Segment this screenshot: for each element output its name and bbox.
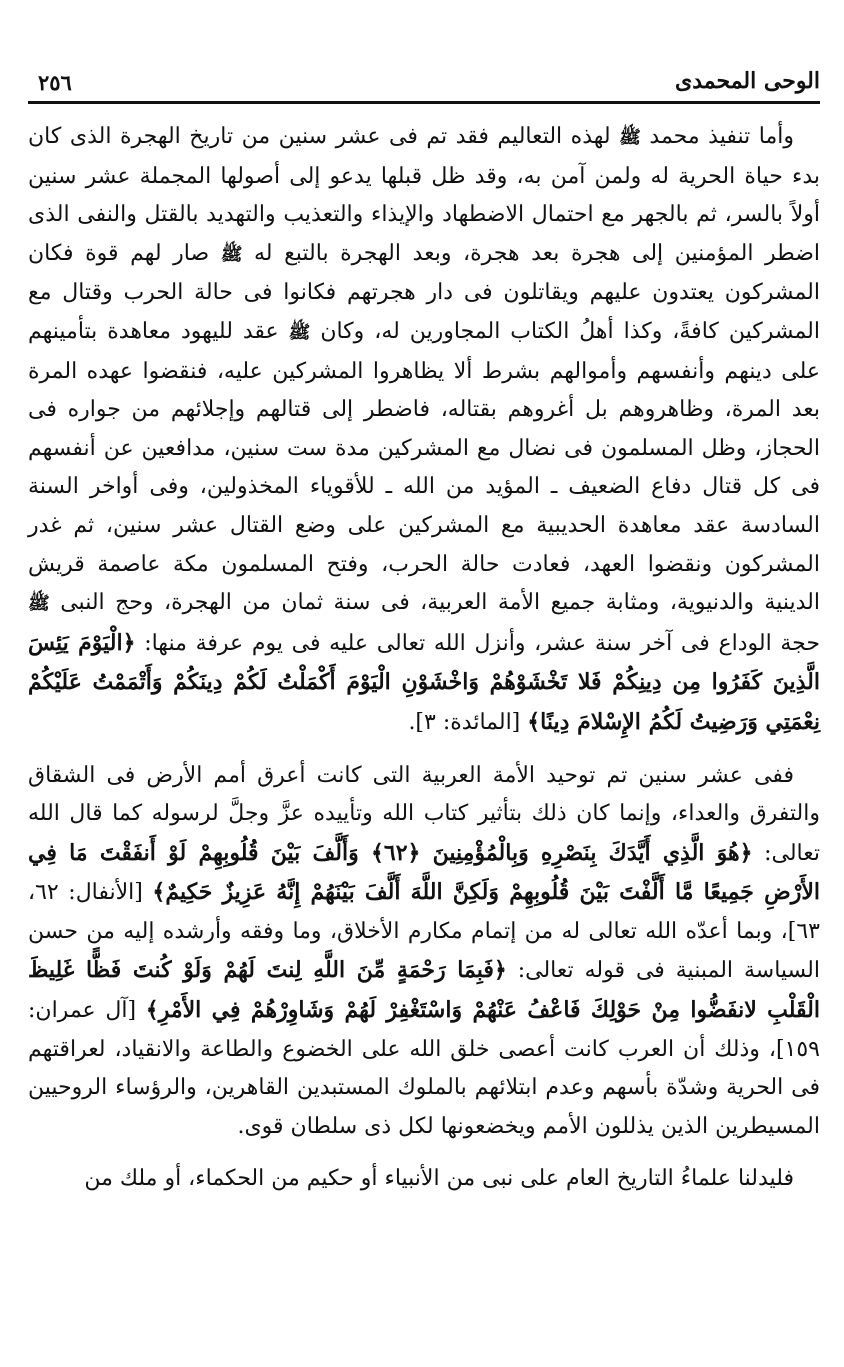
text-run: [المائدة: ٣]. (408, 709, 528, 735)
text-run: فليدلنا علماءُ التاريخ العام على نبى من الأنبياء أو حكيم من الحكماء، أو ملك من (84, 1166, 794, 1192)
text-run: عقد لليهود معاهدة بتأمينهم على دينهم وأنفسهم وأموالهم بشرط ألا يظاهروا المشركين عليه، فنقضوا عهده المرة بعد المرة، وظاهروهم بل أغروهم بقتاله، فاضطر إلى قتالهم وإجلائهم من جواره فى الحجاز، وظل المسلمون فى نضال مع المشركين مدة ست سنين، مدافعين عن أنفسهم فى كل قتال دفاع الضعيف ـ المؤيد من الله ـ للأقوياء المخذولين، وفى أواخر السنة السادسة عقد معاهدة الحديبية مع المشركين على وضع القتال عشر سنين، ثم غدر المشركون ونقضوا العهد، فعادت حالة الحرب، وفتح المسلمون مكة عاصمة قريش الدينية والدنيوية، ومثابة جميع الأمة العربية، فى سنة ثمان من الهجرة، وحج النبى (28, 318, 820, 616)
paragraph-1 (28, 118, 820, 743)
page-header (28, 58, 820, 104)
body-text (28, 118, 820, 1199)
running-title: الوحى المحمدى (675, 68, 820, 94)
paragraph-3 (28, 1160, 820, 1199)
text-run: صار لهم قوة فكان المشركون يعتدون عليهم ويقاتلون فى دار هجرتهم فكانوا فى حالة الحرب وقتال مع المشركين كافةً، وكذا أهلُ الكتاب المجاورين له، وكان (28, 240, 820, 344)
quran-verse: ﴿الْيَوْمَ يَئِسَ الَّذِينَ كَفَرُوا مِن دِينِكُمْ فَلا تَخْشَوْهُمْ وَاخْشَوْنِ الْيَوْمَ أَكْمَلْتُ لَكُمْ دِينَكُمْ وَأَتْمَمْتُ عَلَيْكُمْ نِعْمَتِي وَرَضِيتُ لَكُمُ الإِسْلامَ دِينًا﴾ (28, 629, 820, 735)
text-run: [آل عمران: ١٥٩]، وذلك أن العرب كانت أعصى خلق الله على الخضوع والطاعة والانقياد، لعراقتهم فى الحرية وشدّة بأسهم وعدم ابتلائهم بالملوك المستبدين القاهرين، والرؤساء الروحيين المسيطرين الذين يذللون الأمم ويخضعونها لكل ذى سلطان قوى. (28, 998, 820, 1139)
book-page (28, 58, 820, 1348)
salla-ligature: ﷺ (288, 321, 311, 343)
text-run: [الأنفال: ٦٢، ٦٣]، وبما أعدّه الله تعالى له من إتمام مكارم الأخلاق، وما وفقه وأرشده إليه من حسن السياسة المبنية فى قوله تعالى: (28, 880, 820, 984)
quran-verse: ﴿هُوَ الَّذِي أَيَّدَكَ بِنَصْرِهِ وَبِالْمُؤْمِنِينَ ﴿٦٢﴾ وَأَلَّفَ بَيْنَ قُلُوبِهِمْ لَوْ أَنفَقْتَ مَا فِي الأَرْضِ جَمِيعًا مَّا أَلَّفْتَ بَيْنَ قُلُوبِهِمْ وَلَكِنَّ اللَّهَ أَلَّفَ بَيْنَهُمْ إِنَّهُ عَزِيزٌ حَكِيمٌ﴾ (28, 839, 820, 906)
paragraph-2 (28, 757, 820, 1147)
header-rule (28, 101, 820, 104)
text-run: ففى عشر سنين تم توحيد الأمة العربية التى كانت أعرق أمم الأرض فى الشقاق والتفرق والعداء، وإنما كان ذلك بتأثير كتاب الله وتأييده عزَّ وجلَّ لرسوله كما قال الله تعالى: (28, 762, 820, 866)
salla-ligature: ﷺ (619, 127, 641, 148)
salla-ligature: ﷺ (220, 243, 243, 265)
text-run: حجة الوداع فى آخر سنة عشر، وأنزل الله تعالى عليه فى يوم عرفة منها: (135, 630, 820, 656)
quran-verse: ﴿فَبِمَا رَحْمَةٍ مِّنَ اللَّهِ لِنتَ لَهُمْ وَلَوْ كُنتَ فَظًّا غَلِيظَ الْقَلْبِ لانفَضُّوا مِنْ حَوْلِكَ فَاعْفُ عَنْهُمْ وَاسْتَغْفِرْ لَهُمْ وَشَاوِرْهُمْ فِي الأَمْرِ﴾ (28, 957, 820, 1024)
salla-ligature: ﷺ (28, 593, 50, 615)
text-run: لهذه التعاليم فقد تم فى عشر سنين من تاريخ الهجرة الذى كان بدء حياة الحرية له ولمن آمن به، وقد ظل قبلها يدعو إلى أصولها المجملة عشر سنين أولاً بالسر، ثم بالجهر مع احتمال الاضطهاد والإيذاء والتعذيب والتهديد بالقتل والنفى الذى اضطر المؤمنين إلى هجرة بعد هجرة، وبعد الهجرة بالتبع له (28, 124, 820, 266)
page-number: ٢٥٦ (38, 70, 72, 95)
text-run: وأما تنفيذ محمد (640, 124, 794, 149)
